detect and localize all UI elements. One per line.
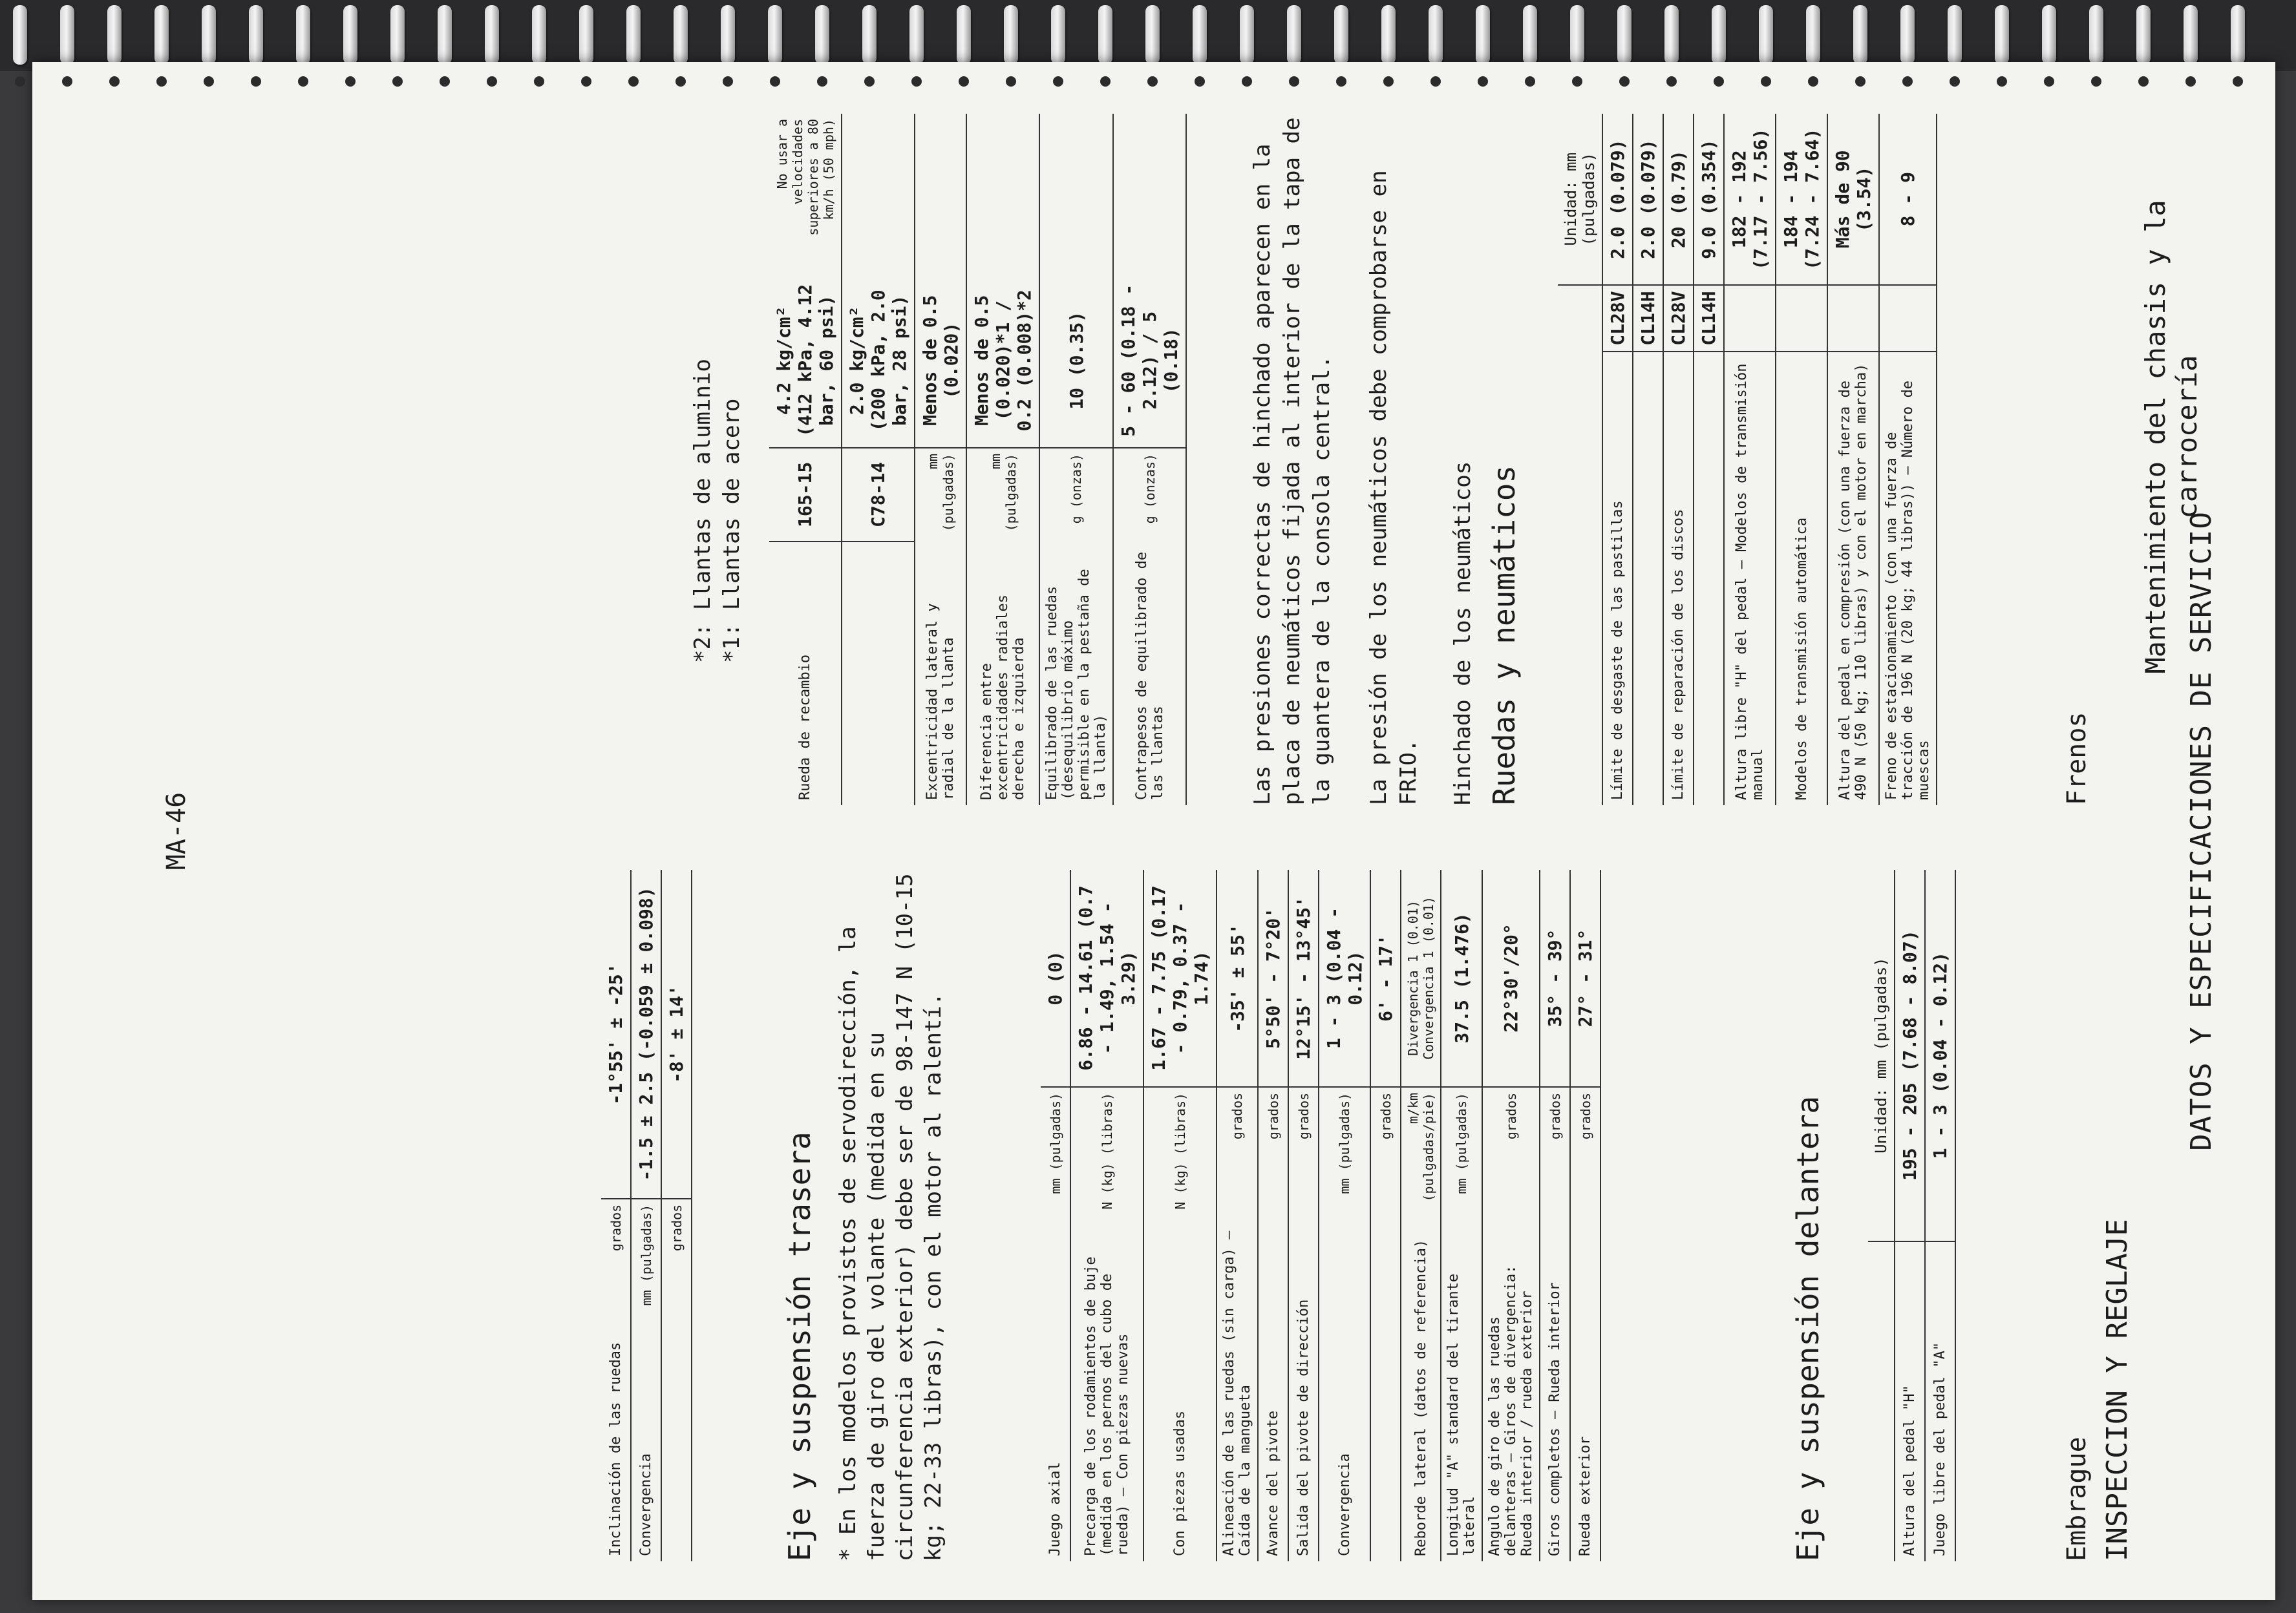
spiral-ring (1381, 5, 1396, 65)
spiral-ring (390, 5, 405, 65)
spiral-ring (1570, 5, 1584, 65)
brakes-table (1558, 114, 1937, 805)
binding-hole (2138, 76, 2149, 87)
binding-hole (581, 76, 591, 87)
spiral-ring (2231, 5, 2245, 65)
binding-hole (628, 76, 639, 87)
binding-hole (770, 76, 780, 87)
table-row: Contrapesos de equilibrado de las llantas g (onzas) 5 - 60 (0.18 - 2.12) / 5 (0.18) (1113, 114, 1186, 805)
table-row: Giros completos — Rueda interior grados 35° - 39° (1540, 870, 1570, 1561)
table-row: Precarga de los rodamientos de buje (medida en los pernos del cubo de rueda) — Con piezas nuevas N (kg) (libras) 6.86 - 14.61 (0.7 - 1.49, 1.54 - 3.29) (1070, 870, 1143, 1561)
binding-hole (1666, 76, 1677, 87)
binding-hole (298, 76, 308, 87)
binding-hole (675, 76, 686, 87)
table-row: Avance del pivote grados 5°50' - 7°20' (1258, 870, 1288, 1561)
spiral-ring (485, 5, 499, 65)
table-row: Excentricidad lateral y radial de la llanta mm (pulgadas) Menos de 0.5 (0.020) (915, 114, 966, 805)
rear-axle-table (601, 870, 692, 1561)
spiral-ring (1098, 5, 1112, 65)
spiral-ring (1334, 5, 1348, 65)
spiral-ring (249, 5, 263, 65)
binding-hole (1572, 76, 1582, 87)
spiral-binding (0, 0, 2296, 71)
spiral-ring (154, 5, 169, 65)
binding-hole (1053, 76, 1063, 87)
binding-hole (1997, 76, 2007, 87)
binding-hole (2233, 76, 2243, 87)
binding-hole (15, 76, 25, 87)
binding-hole (2091, 76, 2101, 87)
binding-hole (1242, 76, 1252, 87)
clutch-units: Unidad: mm (pulgadas) (1868, 870, 1895, 1241)
spiral-ring (1145, 5, 1160, 65)
binding-hole (1714, 76, 1724, 87)
binding-hole (1430, 76, 1441, 87)
spiral-ring (1617, 5, 1632, 65)
spiral-ring (579, 5, 593, 65)
binding-hole (487, 76, 497, 87)
spiral-ring (957, 5, 971, 65)
clutch-table (1868, 870, 1956, 1561)
spiral-ring (2136, 5, 2151, 65)
spiral-ring (1806, 5, 1820, 65)
binding-hole (864, 76, 875, 87)
table-row: grados -8' ± 14' (661, 870, 692, 1561)
binding-hole (1289, 76, 1299, 87)
table-row: Modelos de transmisión automática 184 - 194 (7.24 - 7.64) (1776, 114, 1827, 805)
binding-hole (345, 76, 356, 87)
table-row: Rueda exterior grados 27° - 31° (1570, 870, 1600, 1561)
table-row: Juego libre del pedal "A" 1 - 3 (0.04 - 0.12) (1925, 870, 1955, 1561)
binding-hole (959, 76, 969, 87)
brakes-heading: Frenos (2062, 712, 2092, 805)
spiral-ring (768, 5, 782, 65)
table-row: Con piezas usadas N (kg) (libras) 1.67 - 7.75 (0.17 - 0.79, 0.37 - 1.74) (1143, 870, 1217, 1561)
table-row: CL14H 9.0 (0.354) (1694, 114, 1724, 805)
table-row: Angulo de giro de las ruedas delanteras — Giros de divergencia: Rueda interior / rueda exterior grados 22°30'/20° (1482, 870, 1540, 1561)
table-row: Longitud "A" standard del tirante lateral mm (pulgadas) 37.5 (1.476) (1441, 870, 1482, 1561)
binding-hole (251, 76, 261, 87)
spiral-ring (674, 5, 688, 65)
spiral-ring (1429, 5, 1443, 65)
binding-hole (392, 76, 403, 87)
spiral-ring (296, 5, 310, 65)
spiral-ring (343, 5, 357, 65)
tires-paragraph-1: La presión de los neumáticos debe comprobarse en FRIO. (1366, 170, 1421, 805)
binding-hole (62, 76, 72, 87)
binding-hole (204, 76, 214, 87)
table-row: grados 6' - 17' (1370, 870, 1401, 1561)
table-row: Límite de reparación de los discos CL28V 20 (0.79) (1663, 114, 1694, 805)
table-row: Límite de desgaste de las pastillas CL28V 2.0 (0.079) (1602, 114, 1633, 805)
table-row: Alineación de las ruedas (sin carga) — Caída de la mangueta grados -35' ± 55' (1217, 870, 1258, 1561)
binding-hole (1808, 76, 1818, 87)
page-title: DATOS Y ESPECIFICACIONES DE SERVICIO (2185, 511, 2218, 1151)
binding-hole (1006, 76, 1016, 87)
spiral-ring (862, 5, 877, 65)
spiral-ring (2042, 5, 2056, 65)
spiral-ring (1948, 5, 1962, 65)
clutch-heading: Embrague (2062, 1437, 2092, 1561)
spiral-ring (1523, 5, 1537, 65)
spiral-ring (1664, 5, 1679, 65)
spiral-ring (2089, 5, 2103, 65)
front-axle-heading: Eje y suspensión delantera (1791, 1095, 1825, 1561)
binding-hole (911, 76, 922, 87)
rear-axle-heading: Eje y suspensión trasera (782, 1132, 817, 1561)
table-row: Reborde lateral (datos de referencia) m/km (pulgadas/pie) Divergencia 1 (0.01) Convergencia 1 (0.01) (1401, 870, 1441, 1561)
spiral-ring (202, 5, 216, 65)
spiral-ring (1287, 5, 1301, 65)
chapter-title: Mantenimiento del chasis y la carrocería (2140, 200, 2203, 674)
table-row: Diferencia entre excentricidades radiales derecha e izquierda mm (pulgadas) Menos de 0.5 (0.020)*1 / 0.2 (0.008)*2 (966, 114, 1039, 805)
front-axle-table (1041, 870, 1601, 1561)
table-row: Rueda de recambio 165-15 4.2 kg/cm² (412 kPa, 4.12 bar, 60 psi) No usar a velocidades superiores a 80 km/h (50 mph) (769, 114, 842, 805)
binding-hole (1147, 76, 1158, 87)
page-number: MA-46 (162, 792, 191, 870)
table-row: Salida del pivote de dirección grados 12°15' - 13°45' (1288, 870, 1319, 1561)
document-page (32, 62, 2275, 1600)
spiral-ring (1193, 5, 1207, 65)
binding-hole (1950, 76, 1960, 87)
table-row: Altura del pedal "H" 195 - 205 (7.68 - 8.07) (1895, 870, 1925, 1561)
spiral-ring (532, 5, 546, 65)
spiral-ring (438, 5, 452, 65)
footnote-steel: *1: Llantas de acero (719, 398, 745, 663)
binding-hole (1761, 76, 1771, 87)
table-row: Freno de estacionamiento (con una fuerza de tracción de 196 N (20 kg; 44 libras)) — Número de muescas 8 - 9 (1879, 114, 1937, 805)
binding-hole (2044, 76, 2054, 87)
binding-hole (2185, 76, 2196, 87)
rotated-content (32, 62, 2275, 1600)
table-row: C78-14 2.0 kg/cm² (200 kPa, 2.0 bar, 28 psi) (842, 114, 915, 805)
table-row: Equilibrado de las ruedas (desequilibrio máximo permisible en la pestaña de la llanta) g (onzas) 10 (0.35) (1039, 114, 1113, 805)
binding-hole (1619, 76, 1630, 87)
binding-hole (1478, 76, 1488, 87)
binding-hole (534, 76, 544, 87)
spiral-ring (1051, 5, 1065, 65)
binding-hole (156, 76, 167, 87)
spiral-ring (2184, 5, 2198, 65)
binding-hole (109, 76, 120, 87)
binding-hole (440, 76, 450, 87)
spiral-ring (626, 5, 641, 65)
spiral-ring (13, 5, 27, 65)
table-row: Altura libre "H" del pedal — Modelos de transmisión manual 182 - 192 (7.17 - 7.56) (1724, 114, 1776, 805)
spiral-ring (909, 5, 924, 65)
spiral-ring (1900, 5, 1915, 65)
brakes-units: Unidad: mm (pulgadas) (1558, 114, 1602, 285)
table-row: Juego axial mm (pulgadas) 0 (0) (1041, 870, 1070, 1561)
binding-hole (1525, 76, 1535, 87)
spiral-ring (1240, 5, 1254, 65)
tires-table (769, 114, 1187, 805)
section-inspection: INSPECCION Y REGLAJE (2101, 1219, 2134, 1561)
spiral-ring (60, 5, 74, 65)
binding-hole (1383, 76, 1394, 87)
binding-hole (817, 76, 827, 87)
table-row: Inclinación de las ruedas grados -1°55' ± -25' (601, 870, 631, 1561)
spiral-ring (1476, 5, 1490, 65)
spiral-ring (721, 5, 735, 65)
table-row: CL14H 2.0 (0.079) (1633, 114, 1663, 805)
spiral-ring (815, 5, 829, 65)
spiral-ring (1759, 5, 1773, 65)
binding-hole (1902, 76, 1913, 87)
binding-hole (1100, 76, 1111, 87)
spiral-ring (1995, 5, 2009, 65)
spiral-ring (107, 5, 122, 65)
binding-hole (1195, 76, 1205, 87)
spiral-ring (1004, 5, 1018, 65)
table-row: Convergencia mm (pulgadas) -1.5 ± 2.5 (-0.059 ± 0.098) (631, 870, 661, 1561)
binding-hole (1336, 76, 1346, 87)
binding-hole (1855, 76, 1865, 87)
binding-hole (723, 76, 733, 87)
tires-paragraph-2: Las presiones correctas de hinchado aparecen en la placa de neumáticos fijada al interior de la tapa de la guantera de la consola central. (1249, 117, 1335, 805)
spiral-ring (1712, 5, 1726, 65)
power-steering-note: * En los modelos provistos de servodirección, la fuerza de giro del volante (medida en su circunferencia exterior) debe ser de 98-147 N (10-15 kg; 22-33 libras), con el motor al ralentí. (835, 873, 946, 1561)
tires-subheading: Hinchado de los neumáticos (1450, 461, 1476, 805)
table-row: Altura del pedal en compresión (con una fuerza de 490 N (50 kg; 110 libras) y con el motor en marcha) Más de 90 (3.54) (1827, 114, 1879, 805)
table-row: Convergencia mm (pulgadas) 1 - 3 (0.04 - 0.12) (1319, 870, 1370, 1561)
tires-heading: Ruedas y neumáticos (1487, 465, 1522, 805)
spiral-ring (1853, 5, 1867, 65)
footnote-aluminum: *2: Llantas de aluminio (690, 359, 716, 663)
